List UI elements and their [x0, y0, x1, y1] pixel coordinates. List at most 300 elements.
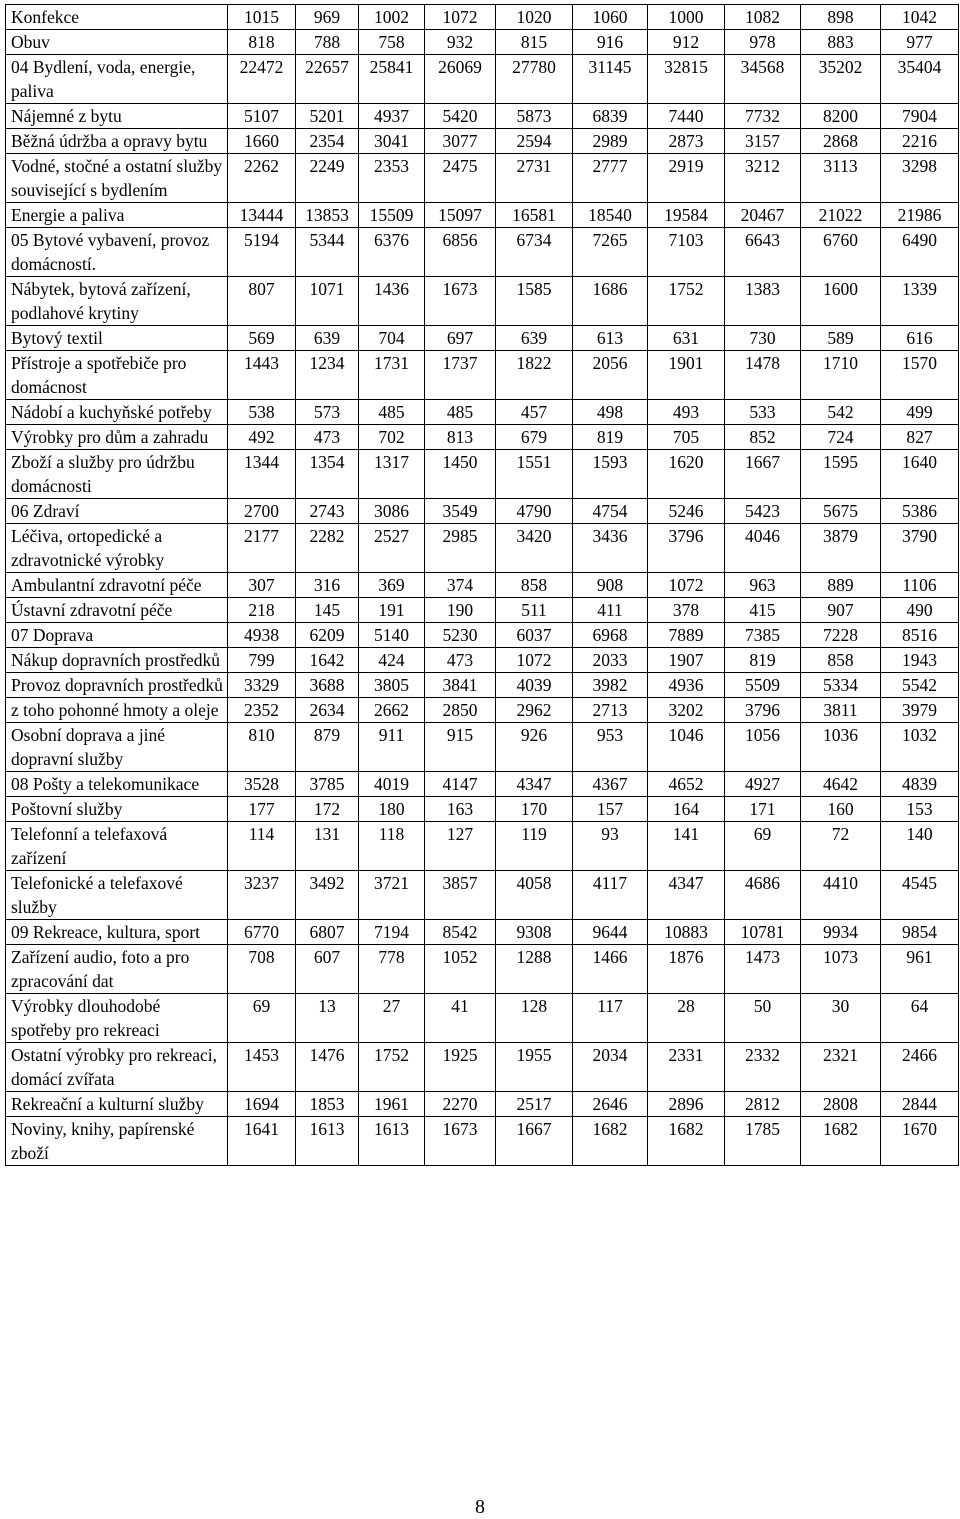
- value-cell: 963: [725, 573, 801, 598]
- value-cell: 2896: [648, 1092, 725, 1117]
- value-cell: 170: [496, 797, 573, 822]
- value-cell: 3979: [881, 698, 959, 723]
- table-row: [6, 797, 959, 822]
- value-cell: 4046: [725, 524, 801, 573]
- row-label: Nádobí a kuchyňské potřeby: [6, 400, 228, 425]
- value-cell: 1473: [725, 945, 801, 994]
- row-label: Léčiva, ortopedické a zdravotnické výrobky: [6, 524, 228, 573]
- value-cell: 8200: [801, 104, 881, 129]
- value-cell: 1752: [359, 1043, 425, 1092]
- value-cell: 908: [573, 573, 648, 598]
- value-cell: 961: [881, 945, 959, 994]
- value-cell: 6490: [881, 228, 959, 277]
- value-cell: 1901: [648, 351, 725, 400]
- page-number: 8: [475, 1496, 485, 1518]
- row-label: Nákup dopravních prostředků: [6, 648, 228, 673]
- value-cell: 815: [496, 30, 573, 55]
- value-cell: 1710: [801, 351, 881, 400]
- value-cell: 1955: [496, 1043, 573, 1092]
- value-cell: 5230: [425, 623, 496, 648]
- value-cell: 5542: [881, 673, 959, 698]
- value-cell: 2731: [496, 154, 573, 203]
- value-cell: 1673: [425, 277, 496, 326]
- value-cell: 4686: [725, 871, 801, 920]
- value-cell: 1478: [725, 351, 801, 400]
- value-cell: 542: [801, 400, 881, 425]
- value-cell: 1042: [881, 5, 959, 30]
- value-cell: 1694: [228, 1092, 296, 1117]
- value-cell: 2844: [881, 1092, 959, 1117]
- table-row: [6, 351, 959, 400]
- value-cell: 1600: [801, 277, 881, 326]
- value-cell: 2352: [228, 698, 296, 723]
- row-label: Noviny, knihy, papírenské zboží: [6, 1117, 228, 1166]
- table-row: [6, 5, 959, 30]
- value-cell: 6037: [496, 623, 573, 648]
- table-row: [6, 499, 959, 524]
- table-row: [6, 945, 959, 994]
- value-cell: 4545: [881, 871, 959, 920]
- value-cell: 1339: [881, 277, 959, 326]
- value-cell: 4347: [648, 871, 725, 920]
- value-cell: 3796: [648, 524, 725, 573]
- value-cell: 969: [296, 5, 359, 30]
- value-cell: 5423: [725, 499, 801, 524]
- value-cell: 7440: [648, 104, 725, 129]
- table-row: [6, 598, 959, 623]
- value-cell: 2989: [573, 129, 648, 154]
- value-cell: 411: [573, 598, 648, 623]
- value-cell: 819: [573, 425, 648, 450]
- value-cell: 1595: [801, 450, 881, 499]
- value-cell: 1613: [359, 1117, 425, 1166]
- row-label: Zboží a služby pro údržbu domácnosti: [6, 450, 228, 499]
- value-cell: 72: [801, 822, 881, 871]
- value-cell: 177: [228, 797, 296, 822]
- value-cell: 3841: [425, 673, 496, 698]
- value-cell: 616: [881, 326, 959, 351]
- value-cell: 6734: [496, 228, 573, 277]
- value-cell: 3077: [425, 129, 496, 154]
- value-cell: 1641: [228, 1117, 296, 1166]
- value-cell: 852: [725, 425, 801, 450]
- value-cell: 2249: [296, 154, 359, 203]
- value-cell: 18540: [573, 203, 648, 228]
- value-cell: 131: [296, 822, 359, 871]
- value-cell: 2985: [425, 524, 496, 573]
- value-cell: 3041: [359, 129, 425, 154]
- table-row: [6, 573, 959, 598]
- row-label: Nábytek, bytová zařízení, podlahové krytiny: [6, 277, 228, 326]
- value-cell: 4347: [496, 772, 573, 797]
- value-cell: 1046: [648, 723, 725, 772]
- value-cell: 858: [496, 573, 573, 598]
- value-cell: 1907: [648, 648, 725, 673]
- value-cell: 953: [573, 723, 648, 772]
- value-cell: 1660: [228, 129, 296, 154]
- value-cell: 879: [296, 723, 359, 772]
- value-cell: 7732: [725, 104, 801, 129]
- value-cell: 3492: [296, 871, 359, 920]
- value-cell: 5246: [648, 499, 725, 524]
- table-row: [6, 277, 959, 326]
- value-cell: 5334: [801, 673, 881, 698]
- value-cell: 697: [425, 326, 496, 351]
- table-row: [6, 871, 959, 920]
- value-cell: 3796: [725, 698, 801, 723]
- value-cell: 5420: [425, 104, 496, 129]
- value-cell: 3237: [228, 871, 296, 920]
- row-label: Běžná údržba a opravy bytu: [6, 129, 228, 154]
- value-cell: 3212: [725, 154, 801, 203]
- row-label: Konfekce: [6, 5, 228, 30]
- value-cell: 1785: [725, 1117, 801, 1166]
- value-cell: 1682: [648, 1117, 725, 1166]
- value-cell: 2662: [359, 698, 425, 723]
- value-cell: 1620: [648, 450, 725, 499]
- value-cell: 5107: [228, 104, 296, 129]
- value-cell: 1737: [425, 351, 496, 400]
- value-cell: 21022: [801, 203, 881, 228]
- row-label: Přístroje a spotřebiče pro domácnost: [6, 351, 228, 400]
- value-cell: 1072: [425, 5, 496, 30]
- value-cell: 1436: [359, 277, 425, 326]
- value-cell: 607: [296, 945, 359, 994]
- value-cell: 64: [881, 994, 959, 1043]
- row-label: 07 Doprava: [6, 623, 228, 648]
- value-cell: 6643: [725, 228, 801, 277]
- value-cell: 1443: [228, 351, 296, 400]
- value-cell: 490: [881, 598, 959, 623]
- value-cell: 16581: [496, 203, 573, 228]
- value-cell: 31145: [573, 55, 648, 104]
- value-cell: 1585: [496, 277, 573, 326]
- value-cell: 932: [425, 30, 496, 55]
- value-cell: 3113: [801, 154, 881, 203]
- value-cell: 7194: [359, 920, 425, 945]
- value-cell: 1000: [648, 5, 725, 30]
- value-cell: 32815: [648, 55, 725, 104]
- row-label: Provoz dopravních prostředků: [6, 673, 228, 698]
- value-cell: 1925: [425, 1043, 496, 1092]
- value-cell: 369: [359, 573, 425, 598]
- value-cell: 22657: [296, 55, 359, 104]
- row-label: 08 Pošty a telekomunikace: [6, 772, 228, 797]
- value-cell: 15097: [425, 203, 496, 228]
- value-cell: 7889: [648, 623, 725, 648]
- value-cell: 704: [359, 326, 425, 351]
- value-cell: 3549: [425, 499, 496, 524]
- value-cell: 1476: [296, 1043, 359, 1092]
- row-label: 09 Rekreace, kultura, sport: [6, 920, 228, 945]
- table-row: [6, 203, 959, 228]
- value-cell: 499: [881, 400, 959, 425]
- value-cell: 3329: [228, 673, 296, 698]
- value-cell: 140: [881, 822, 959, 871]
- value-cell: 21986: [881, 203, 959, 228]
- value-cell: 493: [648, 400, 725, 425]
- value-cell: 1032: [881, 723, 959, 772]
- value-cell: 4039: [496, 673, 573, 698]
- value-cell: 613: [573, 326, 648, 351]
- value-cell: 1002: [359, 5, 425, 30]
- row-label: 05 Bytové vybavení, provoz domácností.: [6, 228, 228, 277]
- expenditure-table: [5, 4, 959, 1166]
- value-cell: 22472: [228, 55, 296, 104]
- value-cell: 485: [425, 400, 496, 425]
- value-cell: 2270: [425, 1092, 496, 1117]
- value-cell: 316: [296, 573, 359, 598]
- value-cell: 6839: [573, 104, 648, 129]
- value-cell: 15509: [359, 203, 425, 228]
- value-cell: 3785: [296, 772, 359, 797]
- value-cell: 1466: [573, 945, 648, 994]
- value-cell: 1570: [881, 351, 959, 400]
- value-cell: 35202: [801, 55, 881, 104]
- value-cell: 127: [425, 822, 496, 871]
- row-label: Osobní doprava a jiné dopravní služby: [6, 723, 228, 772]
- value-cell: 810: [228, 723, 296, 772]
- value-cell: 8516: [881, 623, 959, 648]
- value-cell: 778: [359, 945, 425, 994]
- value-cell: 1288: [496, 945, 573, 994]
- value-cell: 35404: [881, 55, 959, 104]
- value-cell: 1551: [496, 450, 573, 499]
- value-cell: 705: [648, 425, 725, 450]
- value-cell: 819: [725, 648, 801, 673]
- value-cell: 1876: [648, 945, 725, 994]
- value-cell: 1853: [296, 1092, 359, 1117]
- value-cell: 911: [359, 723, 425, 772]
- table-row: [6, 1092, 959, 1117]
- value-cell: 1593: [573, 450, 648, 499]
- table-row: [6, 648, 959, 673]
- value-cell: 538: [228, 400, 296, 425]
- value-cell: 1642: [296, 648, 359, 673]
- value-cell: 2646: [573, 1092, 648, 1117]
- value-cell: 473: [296, 425, 359, 450]
- value-cell: 1036: [801, 723, 881, 772]
- value-cell: 485: [359, 400, 425, 425]
- value-cell: 7103: [648, 228, 725, 277]
- value-cell: 5675: [801, 499, 881, 524]
- table-row: [6, 154, 959, 203]
- value-cell: 1667: [725, 450, 801, 499]
- value-cell: 3298: [881, 154, 959, 203]
- value-cell: 883: [801, 30, 881, 55]
- table-row: [6, 524, 959, 573]
- value-cell: 3879: [801, 524, 881, 573]
- value-cell: 2868: [801, 129, 881, 154]
- value-cell: 3420: [496, 524, 573, 573]
- row-label: Poštovní služby: [6, 797, 228, 822]
- value-cell: 2354: [296, 129, 359, 154]
- value-cell: 93: [573, 822, 648, 871]
- value-cell: 2700: [228, 499, 296, 524]
- value-cell: 978: [725, 30, 801, 55]
- table-row: [6, 55, 959, 104]
- value-cell: 498: [573, 400, 648, 425]
- value-cell: 1752: [648, 277, 725, 326]
- value-cell: 157: [573, 797, 648, 822]
- value-cell: 1682: [801, 1117, 881, 1166]
- value-cell: 9934: [801, 920, 881, 945]
- value-cell: 2812: [725, 1092, 801, 1117]
- table-row: [6, 450, 959, 499]
- value-cell: 30: [801, 994, 881, 1043]
- value-cell: 2713: [573, 698, 648, 723]
- value-cell: 4019: [359, 772, 425, 797]
- value-cell: 7385: [725, 623, 801, 648]
- table-row: [6, 1043, 959, 1092]
- value-cell: 2517: [496, 1092, 573, 1117]
- table-row: [6, 822, 959, 871]
- value-cell: 2282: [296, 524, 359, 573]
- table-body: [6, 5, 959, 1166]
- row-label: Rekreační a kulturní služby: [6, 1092, 228, 1117]
- value-cell: 1015: [228, 5, 296, 30]
- value-cell: 117: [573, 994, 648, 1043]
- row-label: Ambulantní zdravotní péče: [6, 573, 228, 598]
- value-cell: 6968: [573, 623, 648, 648]
- value-cell: 1020: [496, 5, 573, 30]
- value-cell: 799: [228, 648, 296, 673]
- value-cell: 307: [228, 573, 296, 598]
- table-row: [6, 1117, 959, 1166]
- value-cell: 4652: [648, 772, 725, 797]
- value-cell: 1640: [881, 450, 959, 499]
- value-cell: 807: [228, 277, 296, 326]
- value-cell: 191: [359, 598, 425, 623]
- table-row: [6, 425, 959, 450]
- value-cell: 2321: [801, 1043, 881, 1092]
- value-cell: 8542: [425, 920, 496, 945]
- value-cell: 827: [881, 425, 959, 450]
- value-cell: 2056: [573, 351, 648, 400]
- row-label: Obuv: [6, 30, 228, 55]
- table-row: [6, 723, 959, 772]
- value-cell: 1670: [881, 1117, 959, 1166]
- row-label: Nájemné z bytu: [6, 104, 228, 129]
- value-cell: 13: [296, 994, 359, 1043]
- value-cell: 3982: [573, 673, 648, 698]
- value-cell: 6209: [296, 623, 359, 648]
- value-cell: 141: [648, 822, 725, 871]
- table-row: [6, 698, 959, 723]
- value-cell: 424: [359, 648, 425, 673]
- value-cell: 1072: [648, 573, 725, 598]
- value-cell: 7265: [573, 228, 648, 277]
- row-label: Výrobky dlouhodobé spotřeby pro rekreaci: [6, 994, 228, 1043]
- value-cell: 977: [881, 30, 959, 55]
- row-label: Energie a paliva: [6, 203, 228, 228]
- value-cell: 1682: [573, 1117, 648, 1166]
- value-cell: 190: [425, 598, 496, 623]
- value-cell: 3157: [725, 129, 801, 154]
- value-cell: 4790: [496, 499, 573, 524]
- row-label: 04 Bydlení, voda, energie, paliva: [6, 55, 228, 104]
- value-cell: 1344: [228, 450, 296, 499]
- value-cell: 153: [881, 797, 959, 822]
- value-cell: 1354: [296, 450, 359, 499]
- value-cell: 3721: [359, 871, 425, 920]
- value-cell: 2919: [648, 154, 725, 203]
- value-cell: 2466: [881, 1043, 959, 1092]
- value-cell: 13444: [228, 203, 296, 228]
- table-row: [6, 673, 959, 698]
- value-cell: 3790: [881, 524, 959, 573]
- value-cell: 160: [801, 797, 881, 822]
- value-cell: 4367: [573, 772, 648, 797]
- value-cell: 708: [228, 945, 296, 994]
- value-cell: 1667: [496, 1117, 573, 1166]
- value-cell: 6760: [801, 228, 881, 277]
- value-cell: 180: [359, 797, 425, 822]
- row-label: Zařízení audio, foto a pro zpracování dat: [6, 945, 228, 994]
- row-label: Výrobky pro dům a zahradu: [6, 425, 228, 450]
- value-cell: 2594: [496, 129, 573, 154]
- value-cell: 2475: [425, 154, 496, 203]
- value-cell: 28: [648, 994, 725, 1043]
- value-cell: 3436: [573, 524, 648, 573]
- value-cell: 2033: [573, 648, 648, 673]
- value-cell: 13853: [296, 203, 359, 228]
- value-cell: 2850: [425, 698, 496, 723]
- value-cell: 4936: [648, 673, 725, 698]
- value-cell: 2743: [296, 499, 359, 524]
- row-label: Telefonické a telefaxové služby: [6, 871, 228, 920]
- value-cell: 119: [496, 822, 573, 871]
- table-row: [6, 326, 959, 351]
- value-cell: 730: [725, 326, 801, 351]
- value-cell: 1686: [573, 277, 648, 326]
- value-cell: 25841: [359, 55, 425, 104]
- value-cell: 69: [725, 822, 801, 871]
- value-cell: 3811: [801, 698, 881, 723]
- value-cell: 69: [228, 994, 296, 1043]
- value-cell: 4938: [228, 623, 296, 648]
- value-cell: 163: [425, 797, 496, 822]
- value-cell: 1234: [296, 351, 359, 400]
- value-cell: 511: [496, 598, 573, 623]
- table-row: [6, 228, 959, 277]
- value-cell: 473: [425, 648, 496, 673]
- value-cell: 3528: [228, 772, 296, 797]
- value-cell: 1822: [496, 351, 573, 400]
- value-cell: 1453: [228, 1043, 296, 1092]
- value-cell: 2262: [228, 154, 296, 203]
- value-cell: 1082: [725, 5, 801, 30]
- value-cell: 3086: [359, 499, 425, 524]
- value-cell: 5194: [228, 228, 296, 277]
- value-cell: 1613: [296, 1117, 359, 1166]
- value-cell: 589: [801, 326, 881, 351]
- value-cell: 128: [496, 994, 573, 1043]
- value-cell: 3805: [359, 673, 425, 698]
- value-cell: 818: [228, 30, 296, 55]
- row-label: z toho pohonné hmoty a oleje: [6, 698, 228, 723]
- value-cell: 7228: [801, 623, 881, 648]
- value-cell: 5201: [296, 104, 359, 129]
- value-cell: 1106: [881, 573, 959, 598]
- value-cell: 1383: [725, 277, 801, 326]
- value-cell: 916: [573, 30, 648, 55]
- value-cell: 50: [725, 994, 801, 1043]
- value-cell: 492: [228, 425, 296, 450]
- value-cell: 5509: [725, 673, 801, 698]
- value-cell: 569: [228, 326, 296, 351]
- table-row: [6, 104, 959, 129]
